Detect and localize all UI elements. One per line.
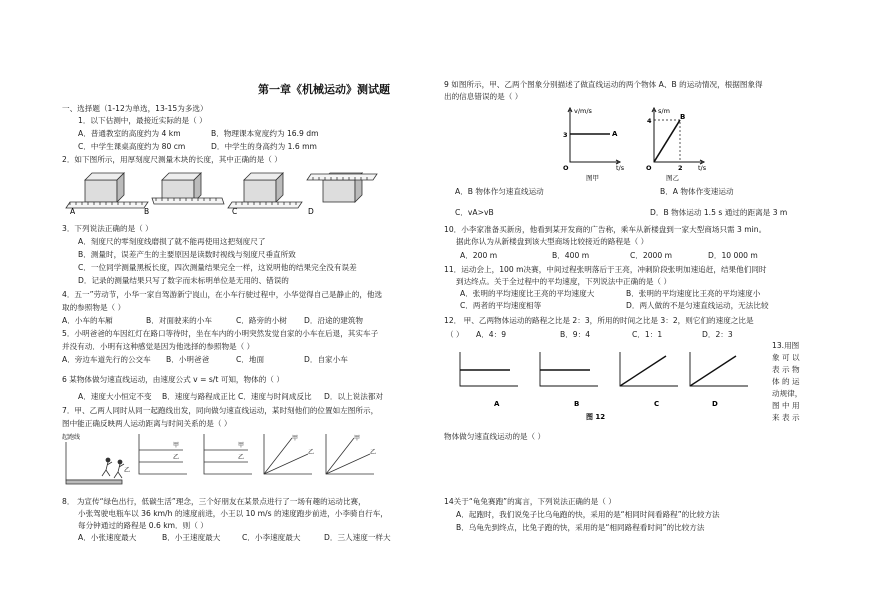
q6-option-d: D．以上说法都对	[324, 392, 384, 401]
q2-fig-a	[66, 173, 148, 208]
q1-stem: 1．以下估测中，最接近实际的是（ ）	[78, 116, 207, 125]
q7-graph-d	[326, 434, 376, 474]
page-title: 第一章《机械运动》测试题	[258, 83, 390, 96]
q3-option-b: B．测量时，误差产生的主要原因是读数时视线与刻度尺垂直所致	[78, 250, 296, 259]
q5-option-c: C．地面	[236, 355, 265, 364]
section-heading: 一、选择题（1-12为单选，13-15为多选）	[62, 104, 208, 113]
q11-option-d: D．两人做的不是匀速直线运动，无法比较	[626, 301, 769, 310]
svg-text:A: A	[494, 400, 500, 408]
q2-label-c: C	[232, 207, 238, 216]
svg-text:甲: 甲	[354, 435, 361, 442]
q10-stem-1: 10．小李家准备买新房，他看到某开发商的广告称，乘车从新楼盘到一家大型商场只需 3 min。	[444, 225, 767, 234]
q9-option-b: B．A 物体作变速运动	[660, 187, 734, 196]
q14-stem: 14关于“龟兔赛跑”的寓言，下列说法正确的是（ ）	[444, 497, 616, 506]
q9-g2-tick-y: 4	[647, 117, 652, 125]
q9-g2-origin: O	[646, 164, 652, 172]
svg-text:D: D	[712, 400, 718, 408]
svg-text:乙: 乙	[308, 449, 315, 456]
q7-figure	[62, 432, 382, 487]
q4-option-b: B．对面驶来的小车	[146, 316, 212, 325]
q4-option-a: A．小车的车厢	[62, 316, 113, 325]
q5-stem-2: 并没有动．小明有这种感觉是因为他选择的参照物是（ ）	[62, 342, 255, 351]
q9-g2-point: B	[680, 113, 686, 121]
q2-label-b: B	[144, 207, 150, 216]
q7-graph-b	[204, 434, 252, 474]
q8-option-c: C．小李速度最大	[242, 533, 301, 542]
q8-stem-2: 小张驾驶电瓶车以 36 km/h 的速度前进，小王以 10 m/s 的速度跑步前进，小李骑自行车，	[78, 509, 388, 518]
q9-g2-caption: 图乙	[666, 174, 679, 182]
q10-option-d: D．10 000 m	[708, 251, 758, 260]
q9-g2-tick-x: 2	[678, 164, 683, 172]
q9-g2-y-unit: s/m	[658, 107, 670, 115]
svg-text:乙: 乙	[238, 454, 245, 461]
q4-stem-1: 4．五一”劳动节，小华一家自驾游新宁崀山，在小车行驶过程中，小华觉得自己是静止的，他选	[62, 290, 383, 299]
svg-text:乙: 乙	[173, 454, 180, 461]
q2-label-a: A	[70, 207, 76, 216]
q13-graph-d	[690, 352, 748, 386]
q10-stem-2: 据此你认为从新楼盘到该大型商场比较接近的路程是（ ）	[456, 237, 649, 246]
q9-stem-1: 9 如图所示，甲、乙两个图象分别描述了做直线运动的两个物体 A、B 的运动情况，根据图象得	[444, 80, 763, 89]
q9-option-a: A．B 物体作匀速直线运动	[455, 187, 544, 196]
q7-graph-a	[139, 434, 187, 474]
q1-option-c: C．中学生课桌高度约为 80 cm	[78, 142, 186, 151]
q1-option-a: A．普通教室的高度约为 4 km	[78, 129, 181, 138]
q12-option-a: A．4：9	[476, 330, 507, 339]
q9-g1-x-unit: t/s	[616, 164, 625, 172]
q9-g1-caption: 图甲	[586, 174, 599, 182]
q12-option-b: B．9：4	[560, 330, 591, 339]
q7-start-line-label: 起跑线	[62, 434, 81, 441]
q13-graph-b	[540, 352, 598, 386]
q12-option-c: C．1：1	[632, 330, 663, 339]
q6-stem: 6 某物体做匀速直线运动，由速度公式 v = s/t 可知，物体的（ ）	[62, 375, 284, 384]
q5-option-a: A．旁边车道先行的公交车	[62, 355, 151, 364]
q13-graph-c	[620, 352, 678, 386]
q8-stem-1: 8． 为宣传“绿色出行，低碳生活”理念，三个好朋友在某景点进行了一场有趣的运动比赛，	[62, 497, 366, 506]
q2-fig-b	[152, 173, 224, 204]
q2-fig-c	[228, 173, 302, 208]
svg-text:乙: 乙	[370, 449, 377, 456]
q5-option-d: D．自家小车	[304, 355, 348, 364]
q11-stem-2: 到达终点。关于全过程中的平均速度，下列说法中正确的是（ ）	[456, 277, 672, 286]
q13-caption: 图 12	[586, 413, 606, 421]
q13-side-text: 13.用图 象 可 以 表 示 物 体 的 运 动规律， 图 中 用 来 表 示	[772, 341, 803, 422]
q9-g1-point: A	[612, 130, 618, 138]
q2-figure	[60, 168, 380, 218]
q13-graphs	[450, 346, 760, 424]
q9-graph-yi	[652, 108, 704, 164]
q4-option-d: D．沿途的建筑物	[304, 316, 364, 325]
q12-option-d: D．2：3	[702, 330, 733, 339]
q6-option-b: B．速度与路程成正比	[162, 392, 236, 401]
q9-option-c: C．vA>vB	[455, 208, 494, 217]
q12-paren: （ ）	[446, 330, 464, 339]
q7-track-yi: 乙	[124, 467, 131, 474]
q4-stem-2: 取的参照物是（ ）	[62, 303, 126, 312]
q9-graphs	[560, 106, 740, 184]
svg-text:甲: 甲	[173, 442, 180, 449]
q7-stem-2: 图中能正确反映两人运动距离与时间关系的是（ ）	[62, 419, 232, 428]
q3-option-c: C．一位同学测量黑板长度，四次测量结果完全一样，这说明他的结果完全没有误差	[78, 263, 357, 272]
q2-label-d: D	[308, 207, 314, 216]
q7-graph-c	[264, 434, 314, 474]
q5-option-b: B．小明爸爸	[166, 355, 210, 364]
svg-text:甲: 甲	[292, 435, 299, 442]
q1-option-b: B．物理课本宽度约为 16.9 dm	[211, 129, 319, 138]
q11-option-b: B．张明的平均速度比王亮的平均速度小	[626, 289, 761, 298]
q8-option-b: B．小王速度最大	[162, 533, 221, 542]
q9-stem-2: 出的信息错误的是（ ）	[444, 92, 523, 101]
q12-stem: 12． 甲、乙两物体运动的路程之比是 2：3，所用的时间之比是 3：2，则它们的速度之比是	[444, 316, 754, 325]
q11-option-c: C．两者的平均速度相等	[460, 301, 542, 310]
q10-option-a: A．200 m	[460, 251, 498, 260]
q7-stem-1: 7．甲、乙两人同时从同一起跑线出发，同向做匀速直线运动，某时刻他们的位置如左图所示，	[62, 406, 379, 415]
q10-option-c: C．2000 m	[630, 251, 673, 260]
q9-g1-origin: O	[563, 164, 569, 172]
q14-option-a: A．起跑时，我们说兔子比乌龟跑的快，采用的是“相同时间看路程”的比较方法	[456, 510, 720, 519]
q13-graph-a	[460, 352, 518, 386]
q6-option-a: A．速度大小恒定不变	[78, 392, 152, 401]
q5-stem-1: 5．小明爸爸的车因红灯在路口等待时，坐在车内的小明突然发觉自家的小车在后退，其实车子	[62, 329, 379, 338]
q9-g1-y-unit: v/m/s	[574, 107, 592, 115]
q3-option-a: A．刻度尺的零刻度线磨损了就不能再使用这把刻度尺了	[78, 237, 266, 246]
q6-option-c: C．速度与时间成反比	[238, 392, 312, 401]
q8-option-a: A．小张速度最大	[78, 533, 137, 542]
q13-stem: 物体做匀速直线运动的是（ ）	[444, 432, 546, 441]
q9-option-d: D．B 物体运动 1.5 s 通过的距离是 3 m	[650, 208, 788, 217]
q14-option-b: B．乌龟先到终点，比兔子跑的快，采用的是“相同路程看时间”的比较方法	[456, 523, 705, 532]
q11-option-a: A．张明的平均速度比王亮的平均速度大	[460, 289, 595, 298]
q9-g2-x-unit: t/s	[698, 164, 707, 172]
q3-stem: 3．下列说法正确的是（ ）	[62, 224, 153, 233]
svg-text:B: B	[574, 400, 580, 408]
q11-stem-1: 11．运动会上，100 m决赛，中间过程张明落后于王亮，冲刺阶段张明加速追赶，结果他们同时	[444, 265, 767, 274]
q2-fig-d	[307, 173, 377, 202]
q8-stem-3: 每分钟通过的路程是 0.6 km．则（ ）	[78, 521, 208, 530]
q2-stem: 2．如下图所示，用厚刻度尺测量木块的长度，其中正确的是（ ）	[62, 155, 282, 164]
svg-text:甲: 甲	[238, 442, 245, 449]
q7-track	[62, 433, 130, 484]
q3-option-d: D．记录的测量结果只写了数字而未标明单位是无用的、错误的	[78, 276, 289, 285]
svg-text:C: C	[654, 400, 660, 408]
q9-g1-tick: 3	[563, 131, 568, 139]
q10-option-b: B．400 m	[552, 251, 590, 260]
q4-option-c: C．路旁的小树	[236, 316, 287, 325]
q8-option-d: D．三人速度一样大	[324, 533, 391, 542]
q1-option-d: D．中学生的身高约为 1.6 mm	[211, 142, 317, 151]
